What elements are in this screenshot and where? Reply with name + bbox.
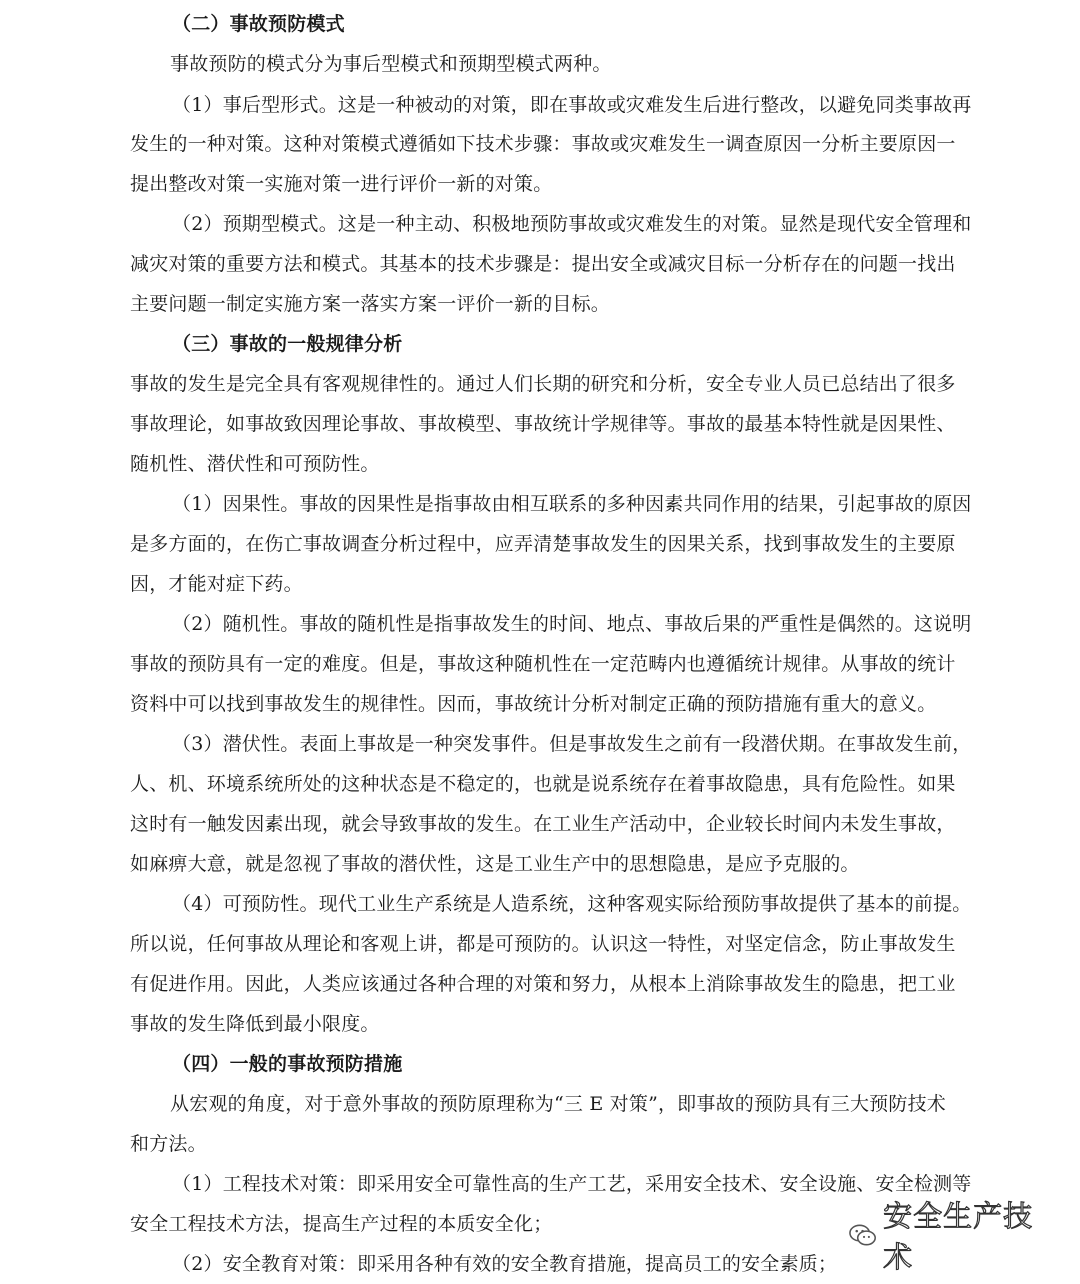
- paragraph-line: 有促进作用。因此，人类应该通过各种合理的对策和努力，从根本上消除事故发生的隐患，把工业: [130, 973, 956, 995]
- paragraph-line: 事故理论，如事故致因理论事故、事故模型、事故统计学规律等。事故的最基本特性就是因果性、: [130, 413, 956, 435]
- section-heading: （三）事故的一般规律分析: [172, 333, 403, 355]
- paragraph-line: （2）随机性。事故的随机性是指事故发生的时间、地点、事故后果的严重性是偶然的。这说明: [172, 613, 972, 635]
- paragraph-line: （1）工程技术对策：即采用安全可靠性高的生产工艺，采用安全技术、安全设施、安全检测等: [172, 1173, 972, 1195]
- paragraph-line: （2）预期型模式。这是一种主动、积极地预防事故或灾难发生的对策。显然是现代安全管理和: [172, 213, 972, 235]
- paragraph-line: 事故的发生是完全具有客观规律性的。通过人们长期的研究和分析，安全专业人员已总结出了很多: [130, 373, 956, 395]
- paragraph-line: 随机性、潜伏性和可预防性。: [130, 453, 380, 475]
- paragraph-line: 主要问题一制定实施方案一落实方案一评价一新的目标。: [130, 293, 611, 315]
- paragraph-line: （2）安全教育对策：即采用各种有效的安全教育措施，提高员工的安全素质；: [172, 1253, 838, 1275]
- paragraph-line: 事故的发生降低到最小限度。: [130, 1013, 380, 1035]
- paragraph-line: 如麻痹大意，就是忽视了事故的潜伏性，这是工业生产中的思想隐患，是应予克服的。: [130, 853, 860, 875]
- paragraph-line: 减灾对策的重要方法和模式。其基本的技术步骤是：提出安全或减灾目标一分析存在的问题一找出: [130, 253, 956, 275]
- paragraph-line: 因，才能对症下药。: [130, 573, 303, 595]
- paragraph-line: （1）因果性。事故的因果性是指事故由相互联系的多种因素共同作用的结果，引起事故的原因: [172, 493, 972, 515]
- paragraph-line: 所以说，任何事故从理论和客观上讲，都是可预防的。认识这一特性，对坚定信念，防止事故发生: [130, 933, 956, 955]
- paragraph-line: 安全工程技术方法，提高生产过程的本质安全化；: [130, 1213, 553, 1235]
- paragraph-line: 事故的预防具有一定的难度。但是，事故这种随机性在一定范畴内也遵循统计规律。从事故的统计: [130, 653, 956, 675]
- wechat-icon: [848, 1220, 877, 1250]
- paragraph-line: 提出整改对策一实施对策一进行评价一新的对策。: [130, 173, 553, 195]
- paragraph-line: 和方法。: [130, 1133, 207, 1155]
- section-heading: （二）事故预防模式: [172, 13, 345, 35]
- paragraph-line: 人、机、环境系统所处的这种状态是不稳定的，也就是说系统存在着事故隐患，具有危险性。如果: [130, 773, 956, 795]
- paragraph-line: 资料中可以找到事故发生的规律性。因而，事故统计分析对制定正确的预防措施有重大的意义。: [130, 693, 937, 715]
- paragraph-line: （1）事后型形式。这是一种被动的对策，即在事故或灾难发生后进行整改，以避免同类事故再: [172, 94, 972, 116]
- section-heading: （四）一般的事故预防措施: [172, 1053, 403, 1075]
- paragraph-line: （3）潜伏性。表面上事故是一种突发事件。但是事故发生之前有一段潜伏期。在事故发生前，: [172, 733, 972, 755]
- watermark-text: 安全生产技术: [883, 1199, 1034, 1274]
- paragraph-line: 发生的一种对策。这种对策模式遵循如下技术步骤：事故或灾难发生一调查原因一分析主要原因一: [130, 133, 956, 155]
- watermark: [848, 1199, 1058, 1274]
- paragraph-line: 从宏观的角度，对于意外事故的预防原理称为“三 E 对策”，即事故的预防具有三大预防技术: [170, 1093, 946, 1115]
- paragraph-line: 是多方面的，在伤亡事故调查分析过程中，应弄清楚事故发生的因果关系，找到事故发生的主要原: [130, 533, 956, 555]
- paragraph-line: 这时有一触发因素出现，就会导致事故的发生。在工业生产活动中，企业较长时间内未发生事故，: [130, 813, 956, 835]
- paragraph-line: （4）可预防性。现代工业生产系统是人造系统，这种客观实际给预防事故提供了基本的前提。: [172, 893, 972, 915]
- paragraph-line: 事故预防的模式分为事后型模式和预期型模式两种。: [170, 53, 612, 75]
